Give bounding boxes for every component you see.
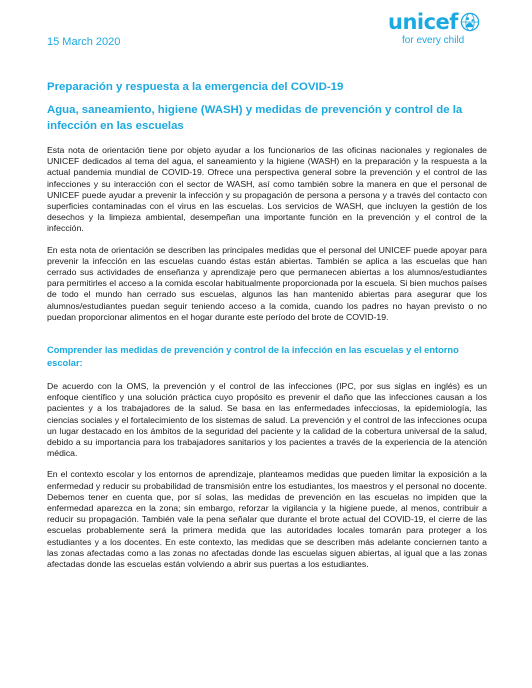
unicef-logo [388, 10, 506, 47]
section-paragraph-1: De acuerdo con la OMS, la prevención y el control de las infecciones (IPC, por sus siglas en inglés) es un enfoque científico y una solución práctica cuyo propósito es prevenir el daño que las infecciones causan a los pacientes y a los trabajadores de la salud. Se basa en las enfermedades infecciosas, la epidemiología, las ciencias sociales y el fortalecimiento de los sistemas de salud. La prevención y el control de las infecciones ocupa un lugar destacado en los ámbitos de la seguridad del paciente y la calidad de la cobertura universal de la salud, debido a su importancia para los trabajadores sanitarios y los pacientes a través de la experiencia de la atención médica. [47, 381, 487, 459]
logo-wordmark: unicef [388, 10, 458, 34]
logo-tagline: for every child [402, 35, 465, 46]
logo-row [388, 10, 506, 34]
document-subtitle: Agua, saneamiento, higiene (WASH) y medidas de prevención y control de la infección en las escuelas [47, 104, 463, 132]
intro-paragraph-2: En esta nota de orientación se describen las principales medidas que el personal del UNICEF puede apoyar para prevenir la infección en las escuelas cuando éstas están abiertas. También se aplica a las escuelas que han cerrado sus actividades de enseñanza y aprendizaje pero que permanecen abiertas a los alumnos/estudiantes para permitirles el acceso a la comida escolar habitualmente proporcionada por la escuela. Si bien muchos países de todo el mundo han cerrado sus escuelas, algunos las han mantenido abiertas para asegurar que los alumnos/estudiantes puedan seguir teniendo acceso a la comida, cuando los padres no hayan previsto o no puedan proporcionar alimentos en el hogar durante este período del brote de COVID-19. [47, 244, 487, 322]
document-body [47, 80, 487, 570]
intro-paragraph-1: Esta nota de orientación tiene por objeto ayudar a los funcionarios de las oficinas nacionales y regionales de UNICEF dedicados al tema del agua, el saneamiento y la higiene (WASH) en la preparación y la respuesta a la actual pandemia mundial de COVID-19. Ofrece una perspectiva general sobre la prevención y el control de las infecciones y su interacción con el sector de WASH, así como también sobre la manera en que el personal de UNICEF puede ayudar a prevenir la infección y su propagación de persona a persona y a través del contacto con superficies contaminadas con el virus en las escuelas. Los servicios de WASH, que incluyen la gestión de los desechos y la limpieza ambiental, desempeñan una importante función en la prevención y el control de la infección. [47, 145, 487, 234]
unicef-emblem-icon [460, 12, 480, 32]
section-heading: Comprender las medidas de prevención y control de la infección en las escuelas y el entorno escolar: [47, 345, 459, 369]
document-title: Preparación y respuesta a la emergencia del COVID-19 [47, 81, 344, 93]
section-paragraph-2: En el contexto escolar y los entornos de aprendizaje, planteamos medidas que pueden limitar la exposición a la enfermedad y reducir su probabilidad de transmisión entre los estudiantes, los maestros y el personal no docente. Debemos tener en cuenta que, por sí solas, las medidas de prevención en las escuelas no impiden que la enfermedad aparezca en la zona; sin embargo, reforzar la vigilancia y la higiene puede, al menos, contribuir a reducir su propagación. También vale la pena señalar que durante el brote actual del COVID-19, el cierre de las escuelas probablemente será la primera medida que las autoridades locales tomarán para proteger a los estudiantes y a los docentes. En este contexto, las medidas que se describen más adelante conciernen tanto a las zonas afectadas como a las zonas no afectadas donde las escuelas siguen abiertas, al igual que a las zonas afectadas donde las escuelas están volviendo a abrir sus puertas a los estudiantes. [47, 469, 487, 570]
document-date: 15 March 2020 [47, 36, 121, 48]
